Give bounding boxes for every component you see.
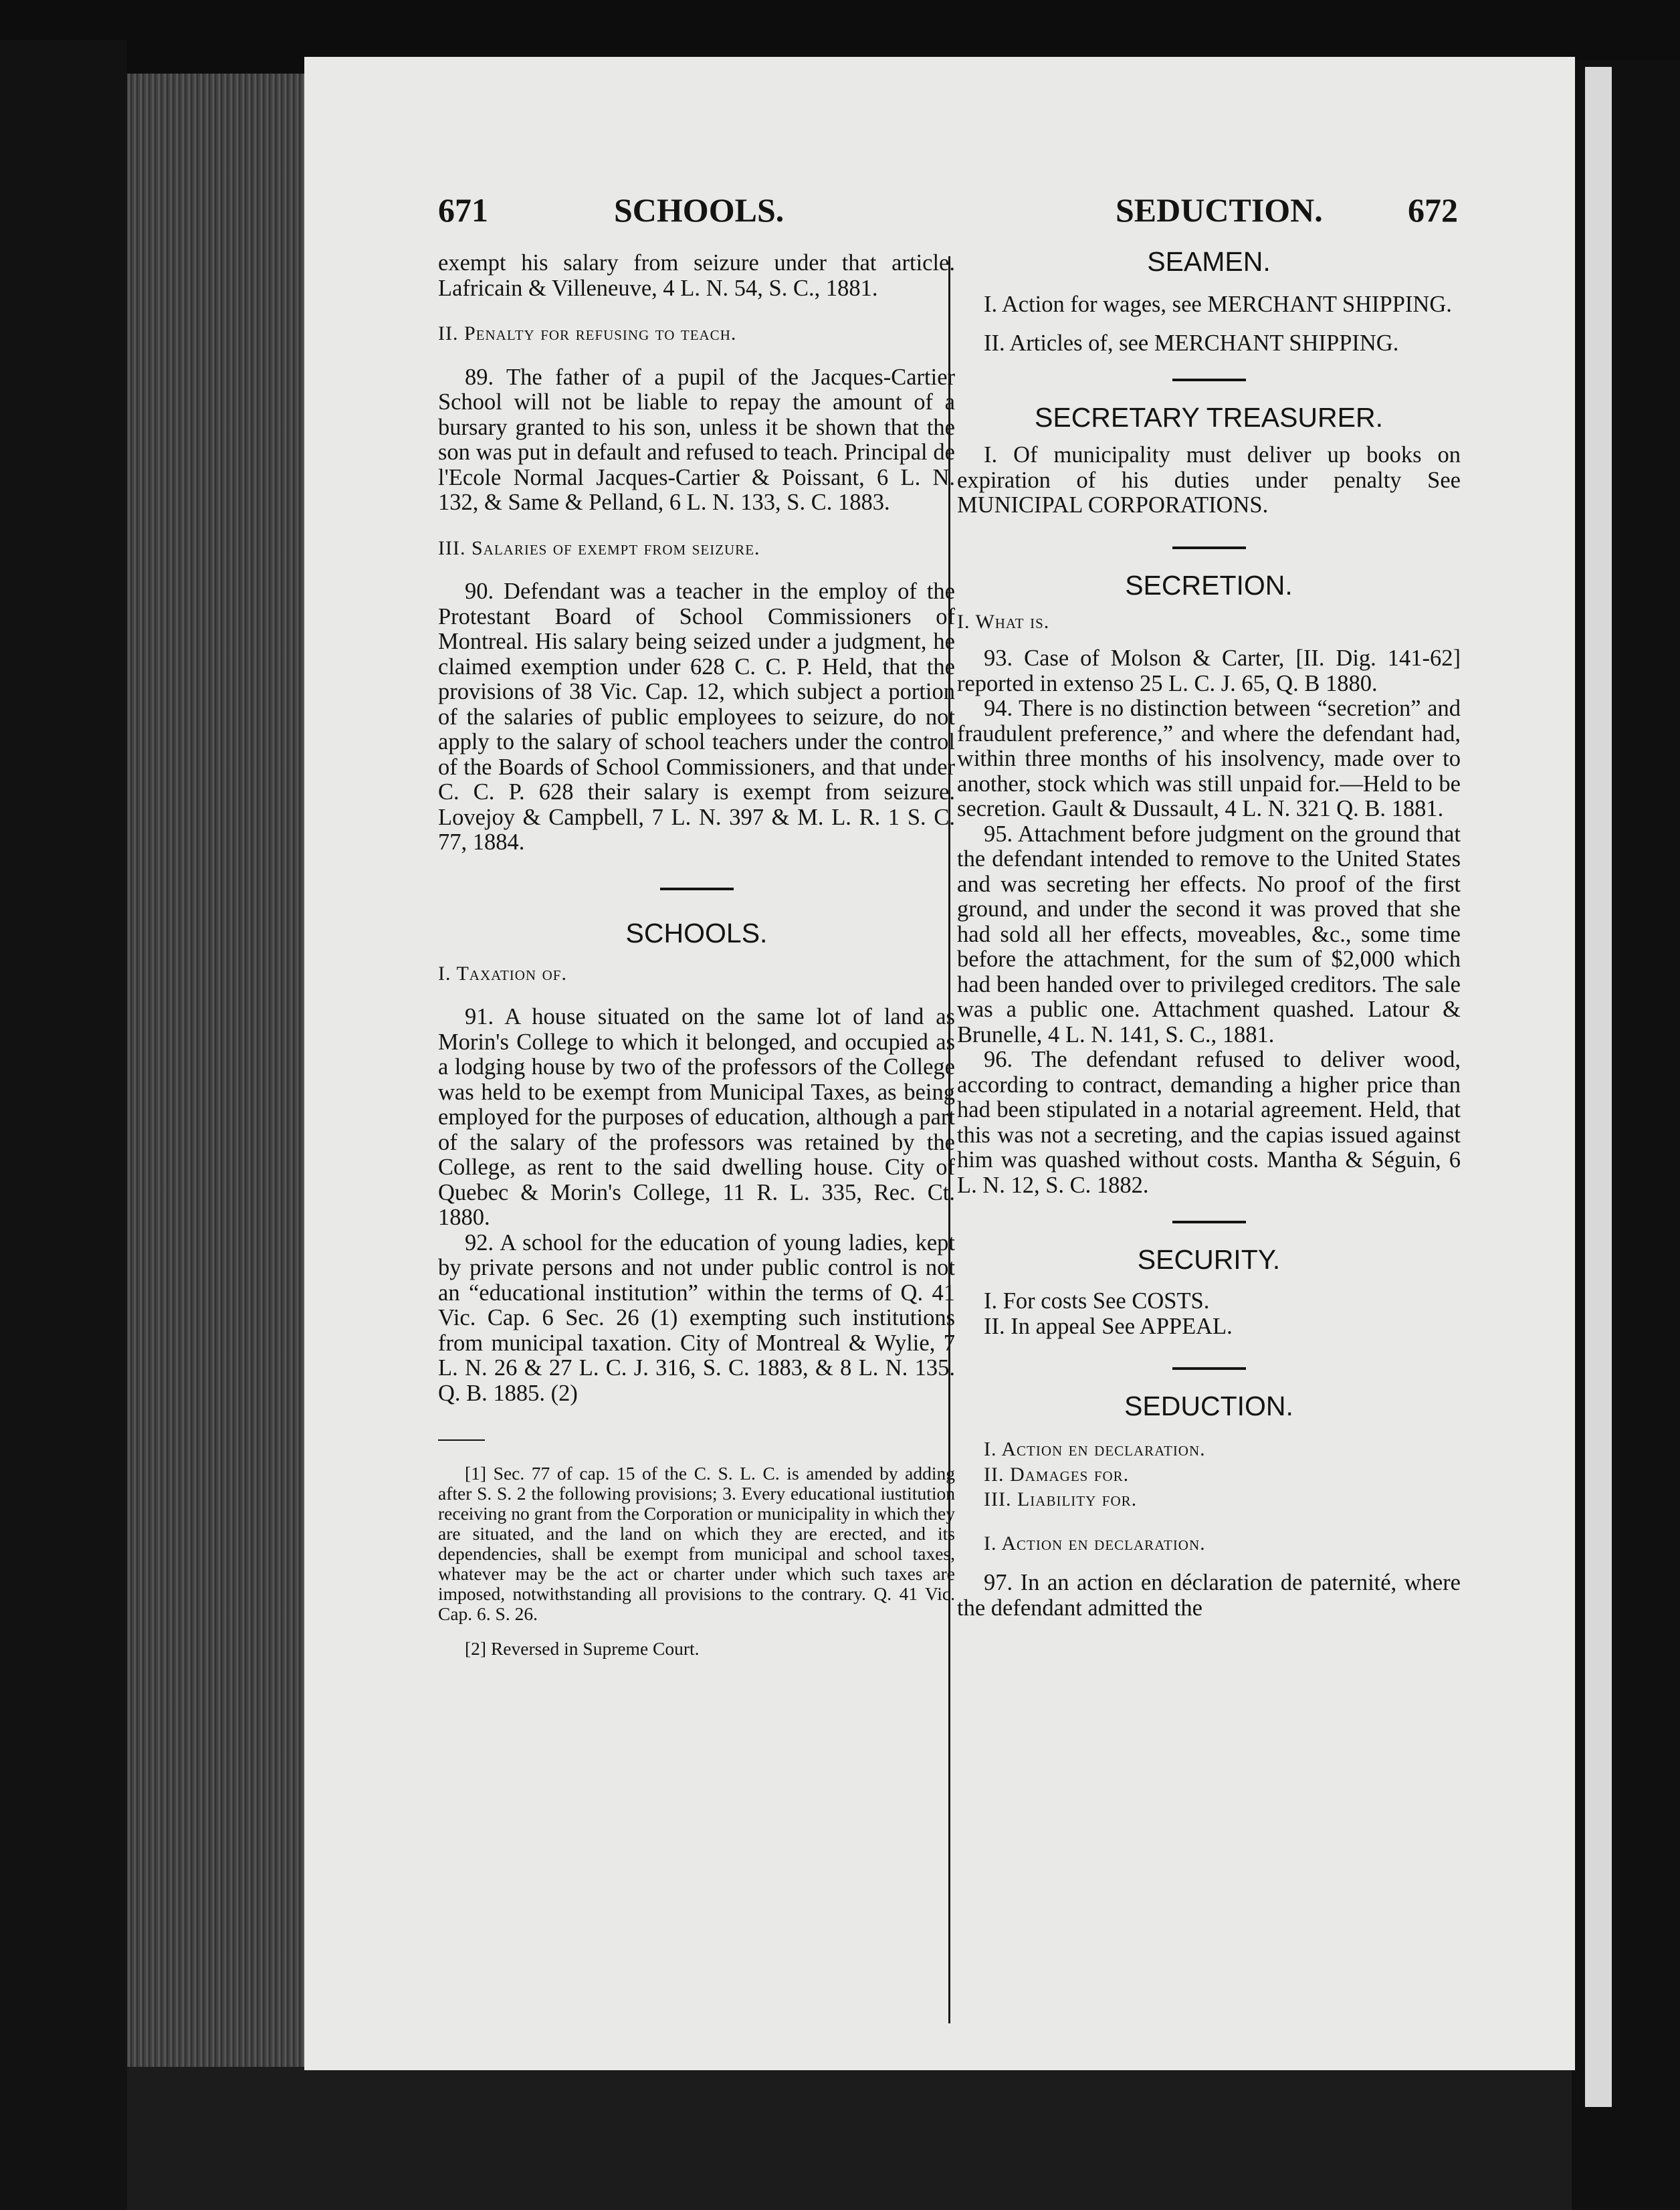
- paragraph-97: 97. In an action en déclaration de paternité, where the defendant admitted the: [957, 1570, 1461, 1621]
- scan-border-left: [0, 40, 127, 2210]
- section-rule: [1172, 379, 1246, 381]
- right-page-number: 672: [1408, 191, 1458, 229]
- book-page: [304, 57, 1575, 2070]
- right-running-title: SEDUCTION.: [1116, 191, 1323, 229]
- paragraph-91: 91. A house situated on the same lot of land as Morin's College to which it belonged, and occupied as a lodging house by two of the professors of the College was held to be exempt from Municipal Taxes, as being employed for the purposes of education, although a part of the salary of the professors was retained by the College, as rent to the said dwelling house. City of Quebec & Morin's College, 11 R. L. 335, Rec. Ct. 1880.: [438, 1004, 955, 1230]
- section-rule: [660, 888, 734, 890]
- section-rule: [1172, 1221, 1246, 1223]
- paragraph-continued: exempt his salary from seizure under that article. Lafricain & Villeneuve, 4 L. N. 54, S. C., 1881.: [438, 250, 955, 301]
- paragraph-92: 92. A school for the education of young ladies, kept by private persons and not under public control is not an “educational institution” within the terms of Q. 41 Vic. Cap. 6 Sec. 26 (1) exempting such institutions from municipal taxation. City of Montreal & Wylie, 7 L. N. 26 & 27 L. C. J. 316, S. C. 1883, & 8 L. N. 135. Q. B. 1885. (2): [438, 1229, 955, 1406]
- paragraph-90: 90. Defendant was a teacher in the employ of the Protestant Board of School Commissioners of Montreal. His salary being seized under a judgment, he claimed exemption under 628 C. C. P. Held, that the provisions of 38 Vic. Cap. 12, which subject a portion of the salaries of public employees to seizure, do not apply to the salary of school teachers under the control of the Boards of School Commissioners, and that under C. C. P. 628 their salary is exempt from seizure. Lovejoy & Campbell, 7 L. N. 397 & M. L. R. 1 S. C. 77, 1884.: [438, 579, 955, 855]
- paragraph-93: 93. Case of Molson & Carter, [II. Dig. 141-62] reported in extenso 25 L. C. J. 65, Q. B 1880.: [957, 645, 1461, 696]
- secretion-subheading-i: I. What is.: [957, 610, 1050, 633]
- subheading-i: I. Taxation of.: [438, 962, 567, 985]
- paragraph-95: 95. Attachment before judgment on the ground that the defendant intended to remove to the United States and was secreting her effects. No proof of the first ground, and under the second it was proved that she had sold all her effects, moveables, &c., some time before the attachment, for the sum of $2,000 which had been handed over to privileged creditors. The sale was a public one. Attachment quashed. Latour & Brunelle, 4 L. N. 141, S. C., 1881.: [957, 821, 1461, 1047]
- footnote-rule: [438, 1439, 485, 1441]
- seduction-subheading-i: I. Action en declaration.: [984, 1532, 1206, 1554]
- secretary-item-i: I. Of municipality must deliver up books on expiration of his duties under penalty See MUNICIPAL CORPORATIONS.: [957, 442, 1461, 518]
- heading-schools: SCHOOLS.: [625, 917, 768, 948]
- seduction-item-i: I. Action en declaration.: [984, 1438, 1206, 1460]
- heading-secretion: SECRETION.: [1125, 569, 1293, 601]
- seamen-item-ii: II. Articles of, see MERCHANT SHIPPING.: [984, 330, 1399, 356]
- heading-secretary-treasurer: SECRETARY TREASURER.: [1035, 402, 1383, 433]
- left-running-title: SCHOOLS.: [614, 191, 784, 229]
- section-rule: [1172, 1367, 1246, 1370]
- paragraph-89: 89. The father of a pupil of the Jacques-Cartier School will not be liable to repay the amount of a bursary granted to his son, unless it be shown that the son was put in default and refused to teach. Principal de l'Ecole Normal Jacques-Cartier & Poissant, 6 L. N. 132, & Same & Pelland, 6 L. N. 133, S. C. 1883.: [438, 364, 955, 515]
- left-page-number: 671: [438, 191, 488, 229]
- seduction-item-iii: III. Liability for.: [984, 1488, 1138, 1510]
- heading-seduction: SEDUCTION.: [1124, 1391, 1293, 1421]
- paragraph-94: 94. There is no distinction between “secretion” and fraudulent preference,” and where the defendant had, within three months of his insolvency, made over to another, stock which was still unpaid for.—Held to be secretion. Gault & Dussault, 4 L. N. 321 Q. B. 1881.: [957, 696, 1461, 821]
- footnote-2: [2] Reversed in Supreme Court.: [465, 1638, 700, 1659]
- seduction-item-ii: II. Damages for.: [984, 1463, 1130, 1486]
- book-page-edges: [127, 74, 308, 2067]
- section-rule: [1172, 546, 1246, 549]
- right-column: [957, 246, 1461, 1621]
- security-item-ii: II. In appeal See APPEAL.: [984, 1313, 1233, 1339]
- subheading-iii: III. Salaries of exempt from seizure.: [438, 536, 760, 559]
- next-page-sliver: [1585, 67, 1612, 2107]
- heading-security: SECURITY.: [1137, 1244, 1281, 1275]
- heading-seamen: SEAMEN.: [1147, 246, 1271, 277]
- seamen-item-i: I. Action for wages, see MERCHANT SHIPPING.: [984, 292, 1452, 317]
- security-item-i: I. For costs See COSTS.: [984, 1288, 1210, 1314]
- left-column: [438, 251, 955, 1659]
- paragraph-96: 96. The defendant refused to deliver wood, according to contract, demanding a higher price than had been stipulated in a notarial agreement. Held, that this was not a secreting, and the capias issued against him was quashed without costs. Mantha & Séguin, 6 L. N. 12, S. C. 1882.: [957, 1047, 1461, 1198]
- footnote-1: [1] Sec. 77 of cap. 15 of the C. S. L. C. is amended by adding after S. S. 2 the following provisions; 3. Every educational iustitution receiving no grant from the Corporation or municipality in which they are situated, and the land on which they are erected, and its dependencies, shall be exempt from municipal and school taxes, whatever may be the act or charter under which such taxes are imposed, notwithstanding all provisions to the contrary. Q. 41 Vic. Cap. 6. S. 26.: [438, 1463, 955, 1624]
- subheading-ii: II. Penalty for refusing to teach.: [438, 322, 737, 344]
